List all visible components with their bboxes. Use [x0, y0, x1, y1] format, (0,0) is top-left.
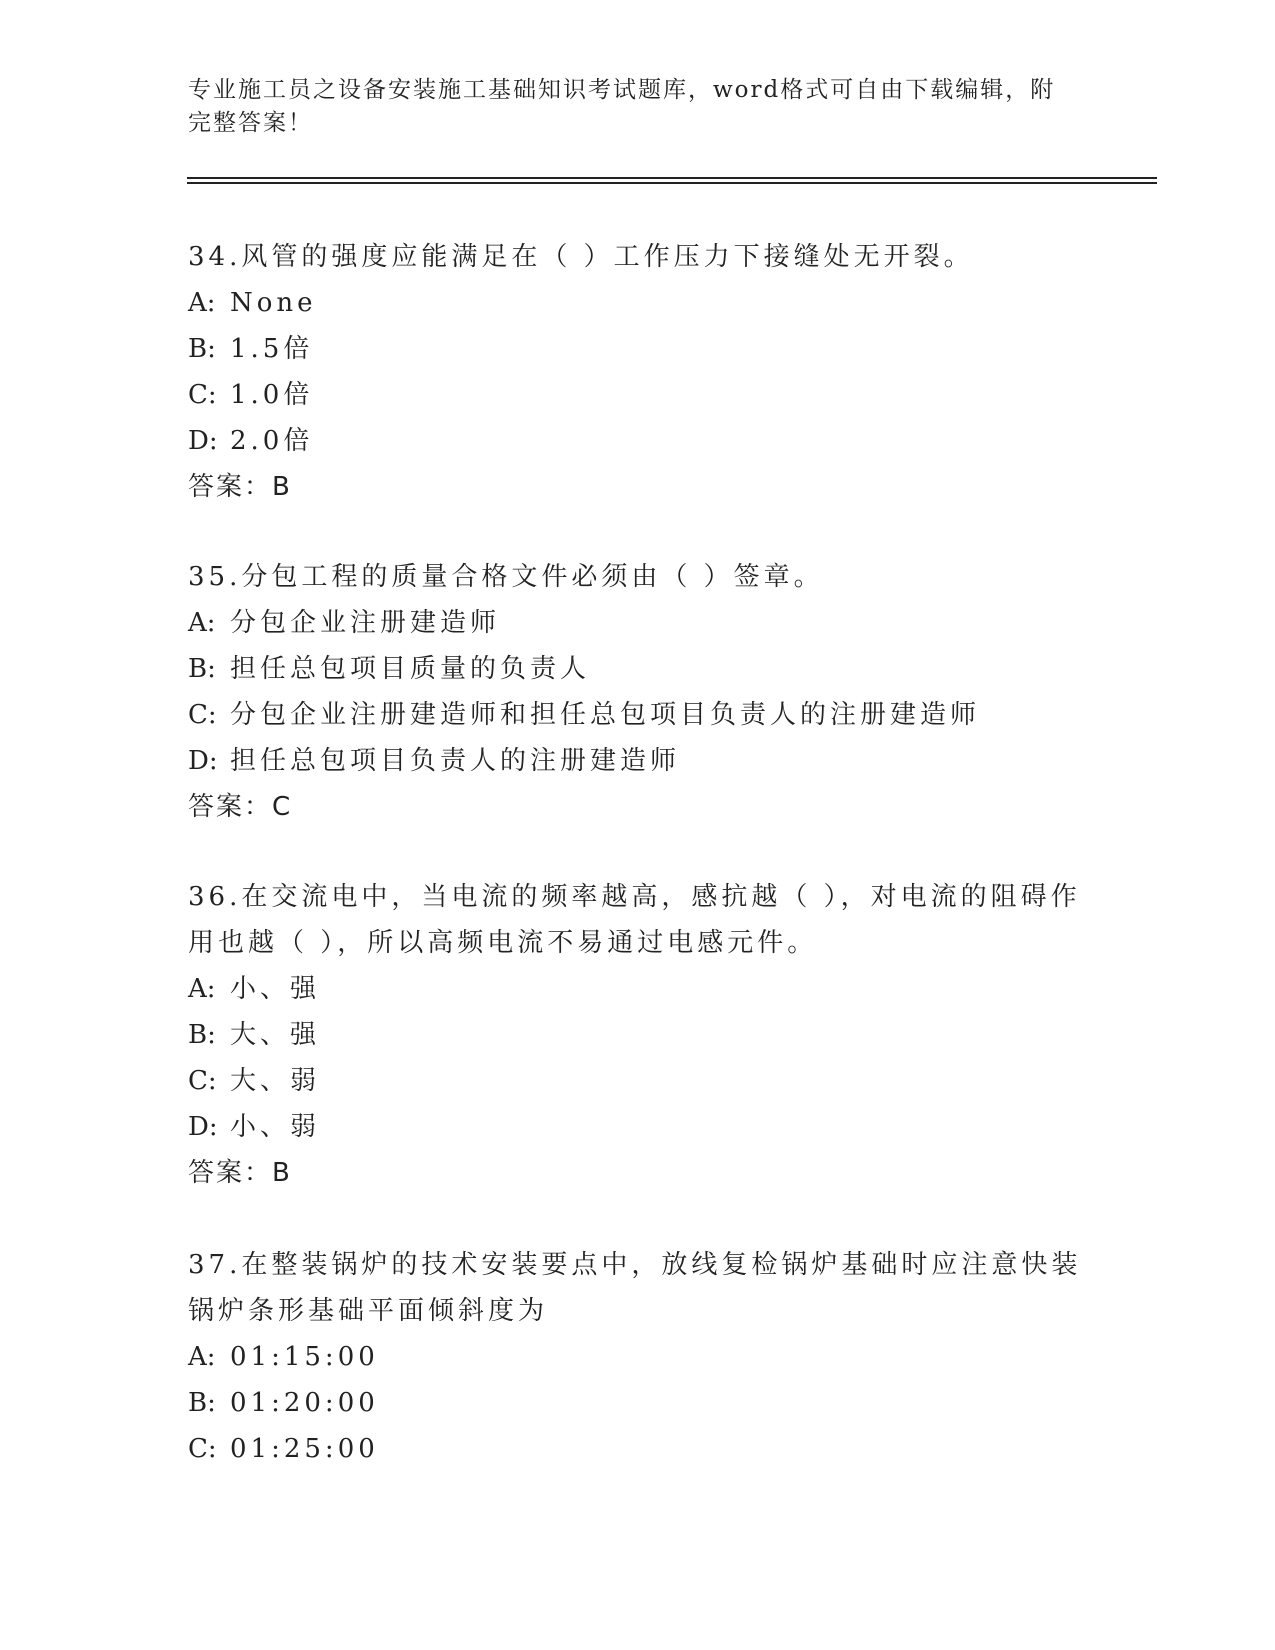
question-35	[188, 552, 1088, 830]
option-text: 小、强	[230, 974, 321, 1004]
option-key: A:	[188, 974, 216, 1004]
option-key: B:	[188, 654, 216, 684]
answer-label: 答案：B	[188, 1158, 292, 1188]
option-a	[188, 280, 1088, 326]
option-text: 担任总包项目质量的负责人	[230, 654, 591, 684]
option-key: C:	[188, 700, 217, 730]
option-key: D:	[188, 746, 218, 776]
option-key: C:	[188, 1434, 217, 1464]
option-a	[188, 966, 1088, 1012]
question-36	[188, 872, 1088, 1196]
option-text: 01:20:00	[230, 1388, 379, 1418]
option-key: C:	[188, 380, 217, 410]
header-divider-top	[187, 177, 1157, 179]
option-text: 小、弱	[230, 1112, 321, 1142]
option-key: B:	[188, 1388, 216, 1418]
option-c	[188, 692, 1088, 738]
option-c	[188, 1426, 1088, 1472]
option-key: A:	[188, 288, 216, 318]
option-b	[188, 646, 1088, 692]
option-text: 分包企业注册建造师	[230, 608, 501, 638]
option-text: 2.0倍	[230, 426, 314, 456]
option-text: 大、弱	[230, 1066, 321, 1096]
option-text: 大、强	[230, 1020, 321, 1050]
option-key: B:	[188, 1020, 216, 1050]
option-text: 1.5倍	[230, 334, 314, 364]
question-text: 37.在整装锅炉的技术安装要点中，放线复检锅炉基础时应注意快装锅炉条形基础平面倾斜度为	[188, 1250, 1082, 1326]
option-key: D:	[188, 426, 218, 456]
option-d	[188, 1104, 1088, 1150]
question-text: 36.在交流电中，当电流的频率越高，感抗越（ ），对电流的阻碍作用也越（ ），所以高频电流不易通过电感元件。	[188, 882, 1081, 958]
option-key: B:	[188, 334, 216, 364]
answer-label: 答案：B	[188, 472, 292, 502]
question-text: 35.分包工程的质量合格文件必须由（ ）签章。	[188, 562, 824, 592]
header-divider-bottom	[187, 182, 1157, 184]
option-a	[188, 600, 1088, 646]
option-b	[188, 1012, 1088, 1058]
question-37	[188, 1240, 1088, 1472]
option-c	[188, 1058, 1088, 1104]
option-key: D:	[188, 1112, 218, 1142]
answer-label: 答案：C	[188, 792, 293, 822]
option-key: A:	[188, 1342, 216, 1372]
question-34	[188, 232, 1088, 510]
option-b	[188, 326, 1088, 372]
option-key: C:	[188, 1066, 217, 1096]
option-key: A:	[188, 608, 216, 638]
option-text: None	[230, 288, 317, 318]
option-text: 分包企业注册建造师和担任总包项目负责人的注册建造师	[230, 700, 981, 730]
option-text: 1.0倍	[230, 380, 314, 410]
option-text: 01:15:00	[230, 1342, 379, 1372]
option-c	[188, 372, 1088, 418]
option-d	[188, 738, 1088, 784]
question-text: 34.风管的强度应能满足在（ ）工作压力下接缝处无开裂。	[188, 242, 974, 272]
option-b	[188, 1380, 1088, 1426]
option-d	[188, 418, 1088, 464]
option-text: 担任总包项目负责人的注册建造师	[230, 746, 681, 776]
option-text: 01:25:00	[230, 1434, 379, 1464]
option-a	[188, 1334, 1088, 1380]
document-header: 专业施工员之设备安装施工基础知识考试题库，word格式可自由下载编辑，附完整答案！	[188, 77, 1056, 136]
